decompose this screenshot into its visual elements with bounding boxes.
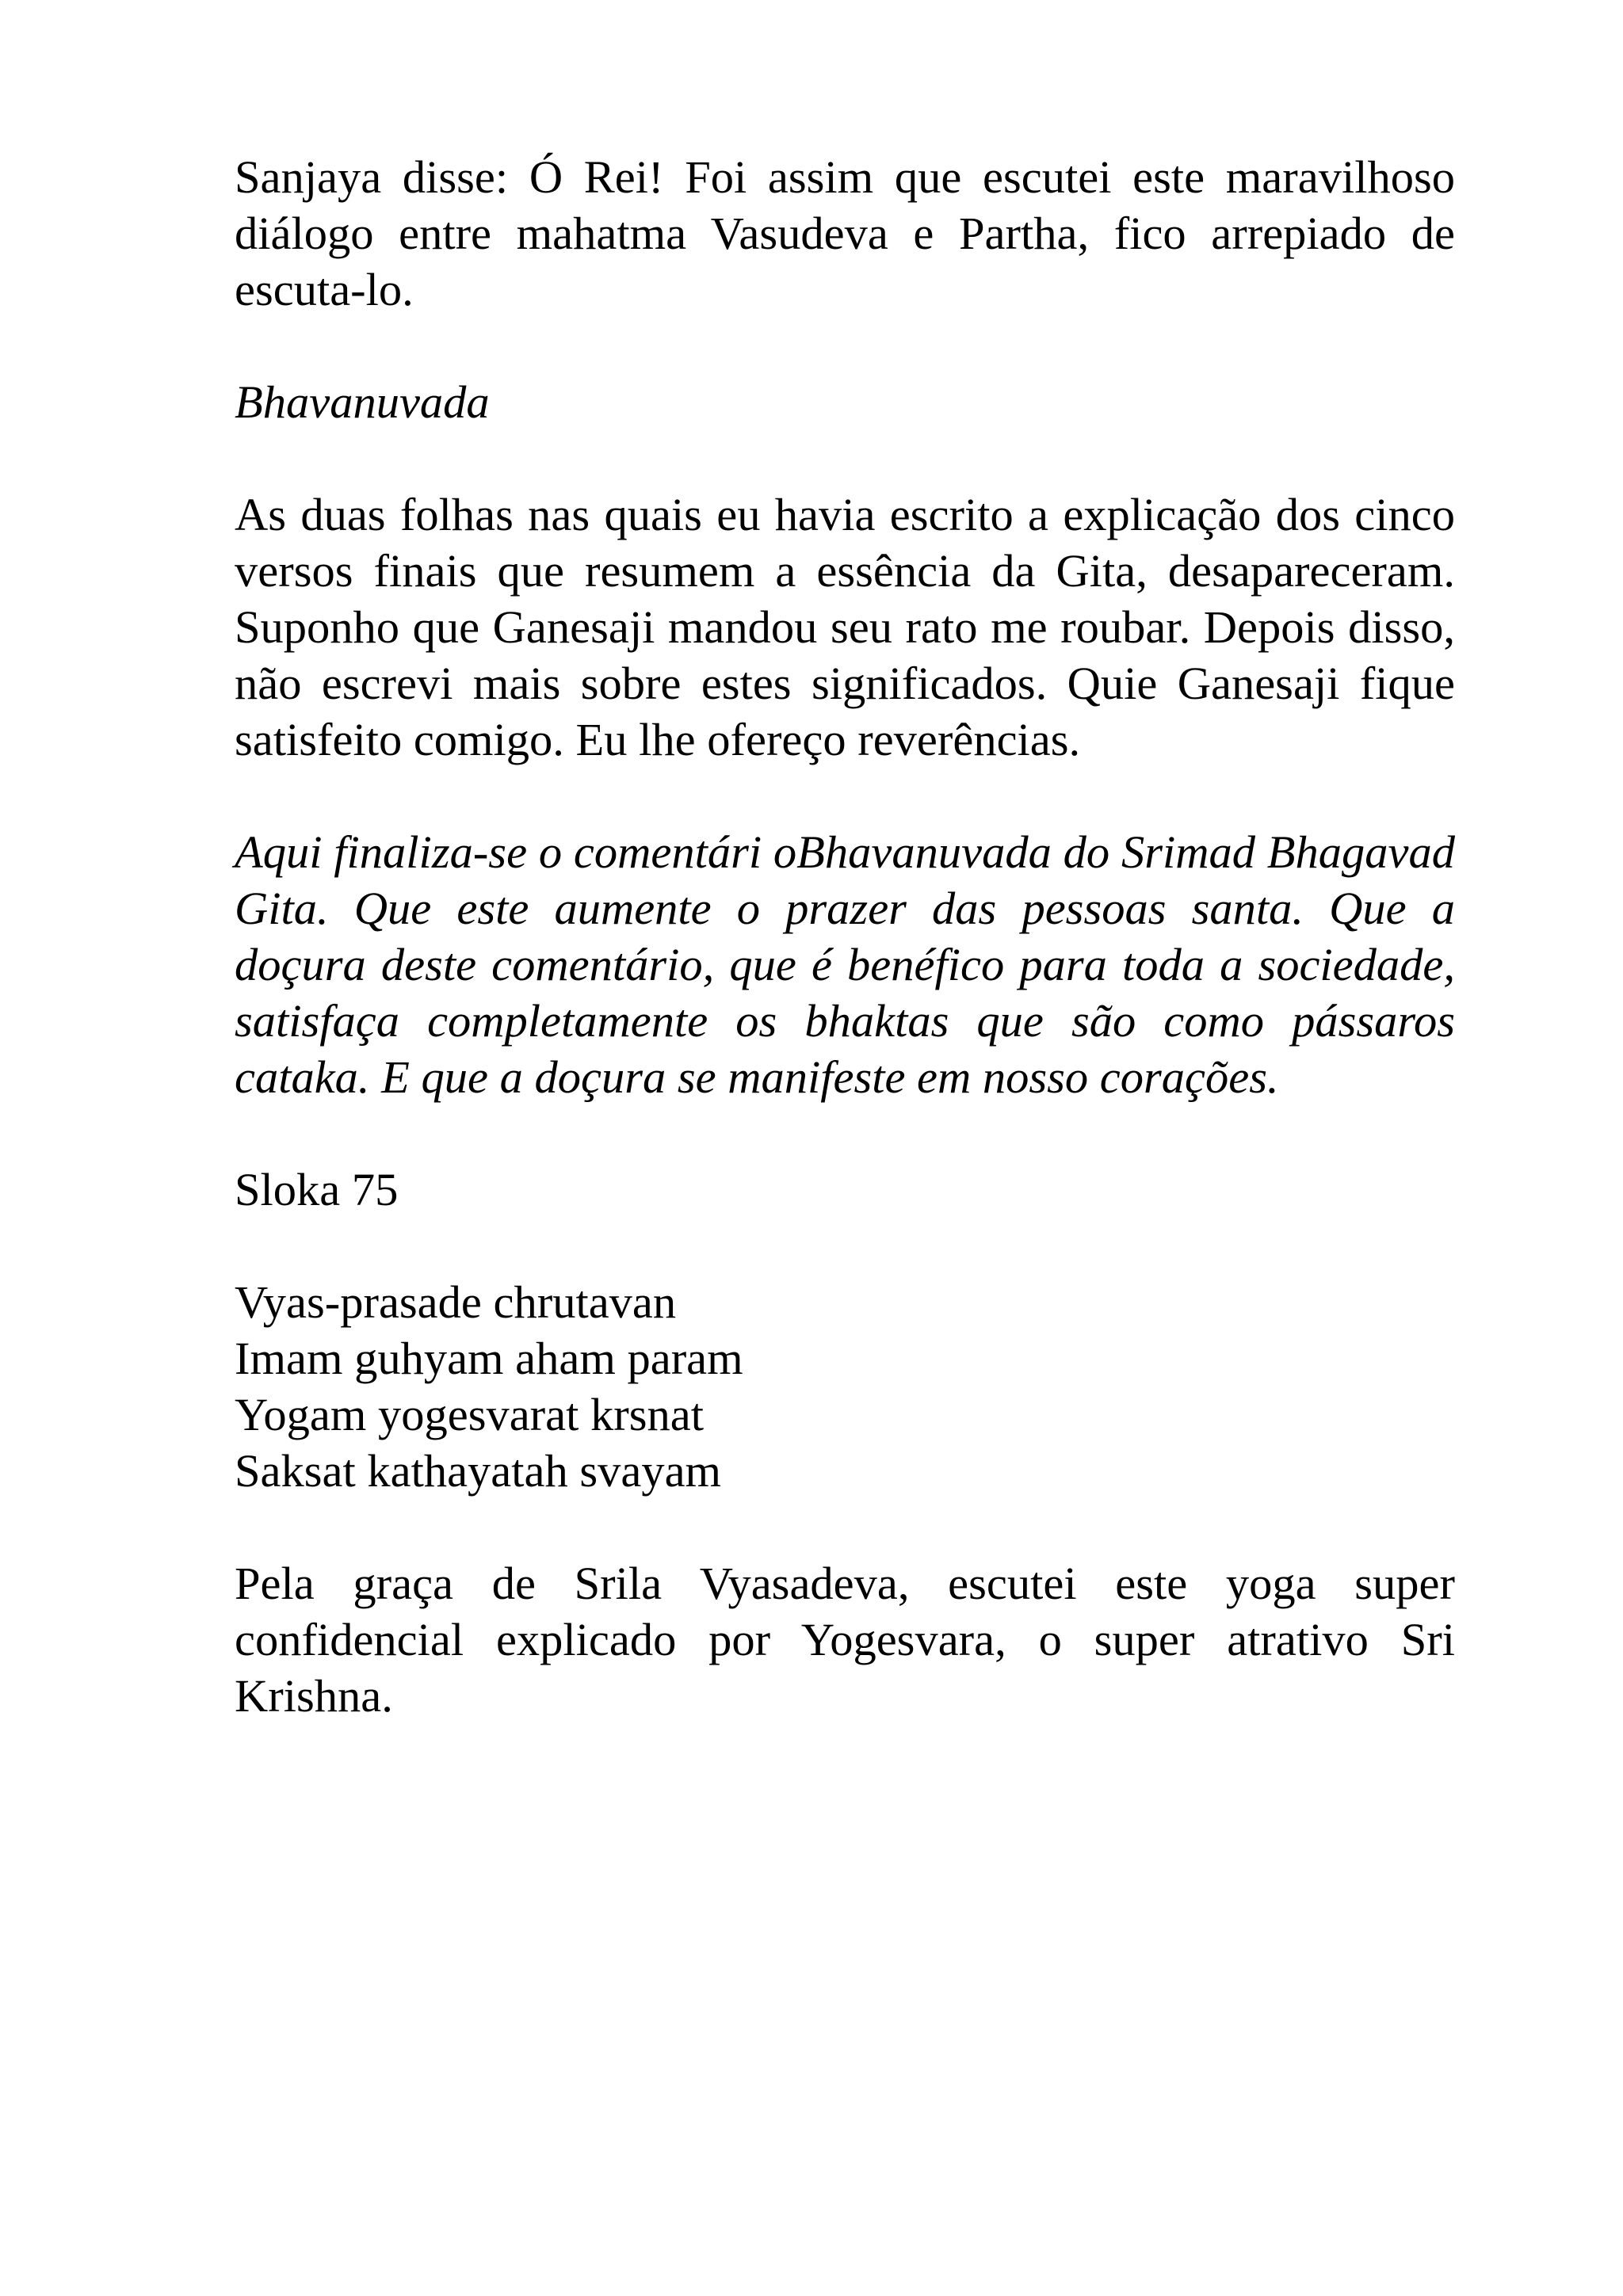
verse-line: Yogam yogesvarat krsnat (235, 1389, 704, 1440)
paragraph-folhas: As duas folhas nas quais eu havia escrito a explicação dos cinco versos finais que resumem a essência da Gita, desapareceram. Suponho que Ganesaji mandou seu rato me roubar. Depois disso, não escrevi mais sobre estes significados. Quie Ganesaji fique satisfeito comigo. Eu lhe ofereço reverências. (235, 489, 1455, 765)
paragraph-graca: Pela graça de Srila Vyasadeva, escutei este yoga super confidencial explicado por Yogesvara, o super atrativo Sri Krishna. (235, 1558, 1455, 1722)
heading-bhavanuvada: Bhavanuvada (235, 376, 490, 428)
page-body (235, 149, 1455, 1724)
verse-line: Imam guhyam aham param (235, 1333, 743, 1384)
verse-block (235, 1274, 1455, 1499)
paragraph-finaliza: Aqui finaliza-se o comentári oBhavanuvada do Srimad Bhagavad Gita. Que este aumente o prazer das pessoas santa. Que a doçura deste comentário, que é benéfico para toda a sociedade, satisfaça completamente os bhaktas que são como pássaros cataka. E que a doçura se manifeste em nosso corações. (235, 826, 1455, 1103)
sloka-title: Sloka 75 (235, 1164, 399, 1215)
paragraph-sanjaya: Sanjaya disse: Ó Rei! Foi assim que escutei este maravilhoso diálogo entre mahatma Vasudeva e Partha, fico arrepiado de escuta-lo. (235, 151, 1455, 315)
verse-line: Vyas-prasade chrutavan (235, 1276, 677, 1328)
verse-line: Saksat kathayatah svayam (235, 1445, 722, 1497)
